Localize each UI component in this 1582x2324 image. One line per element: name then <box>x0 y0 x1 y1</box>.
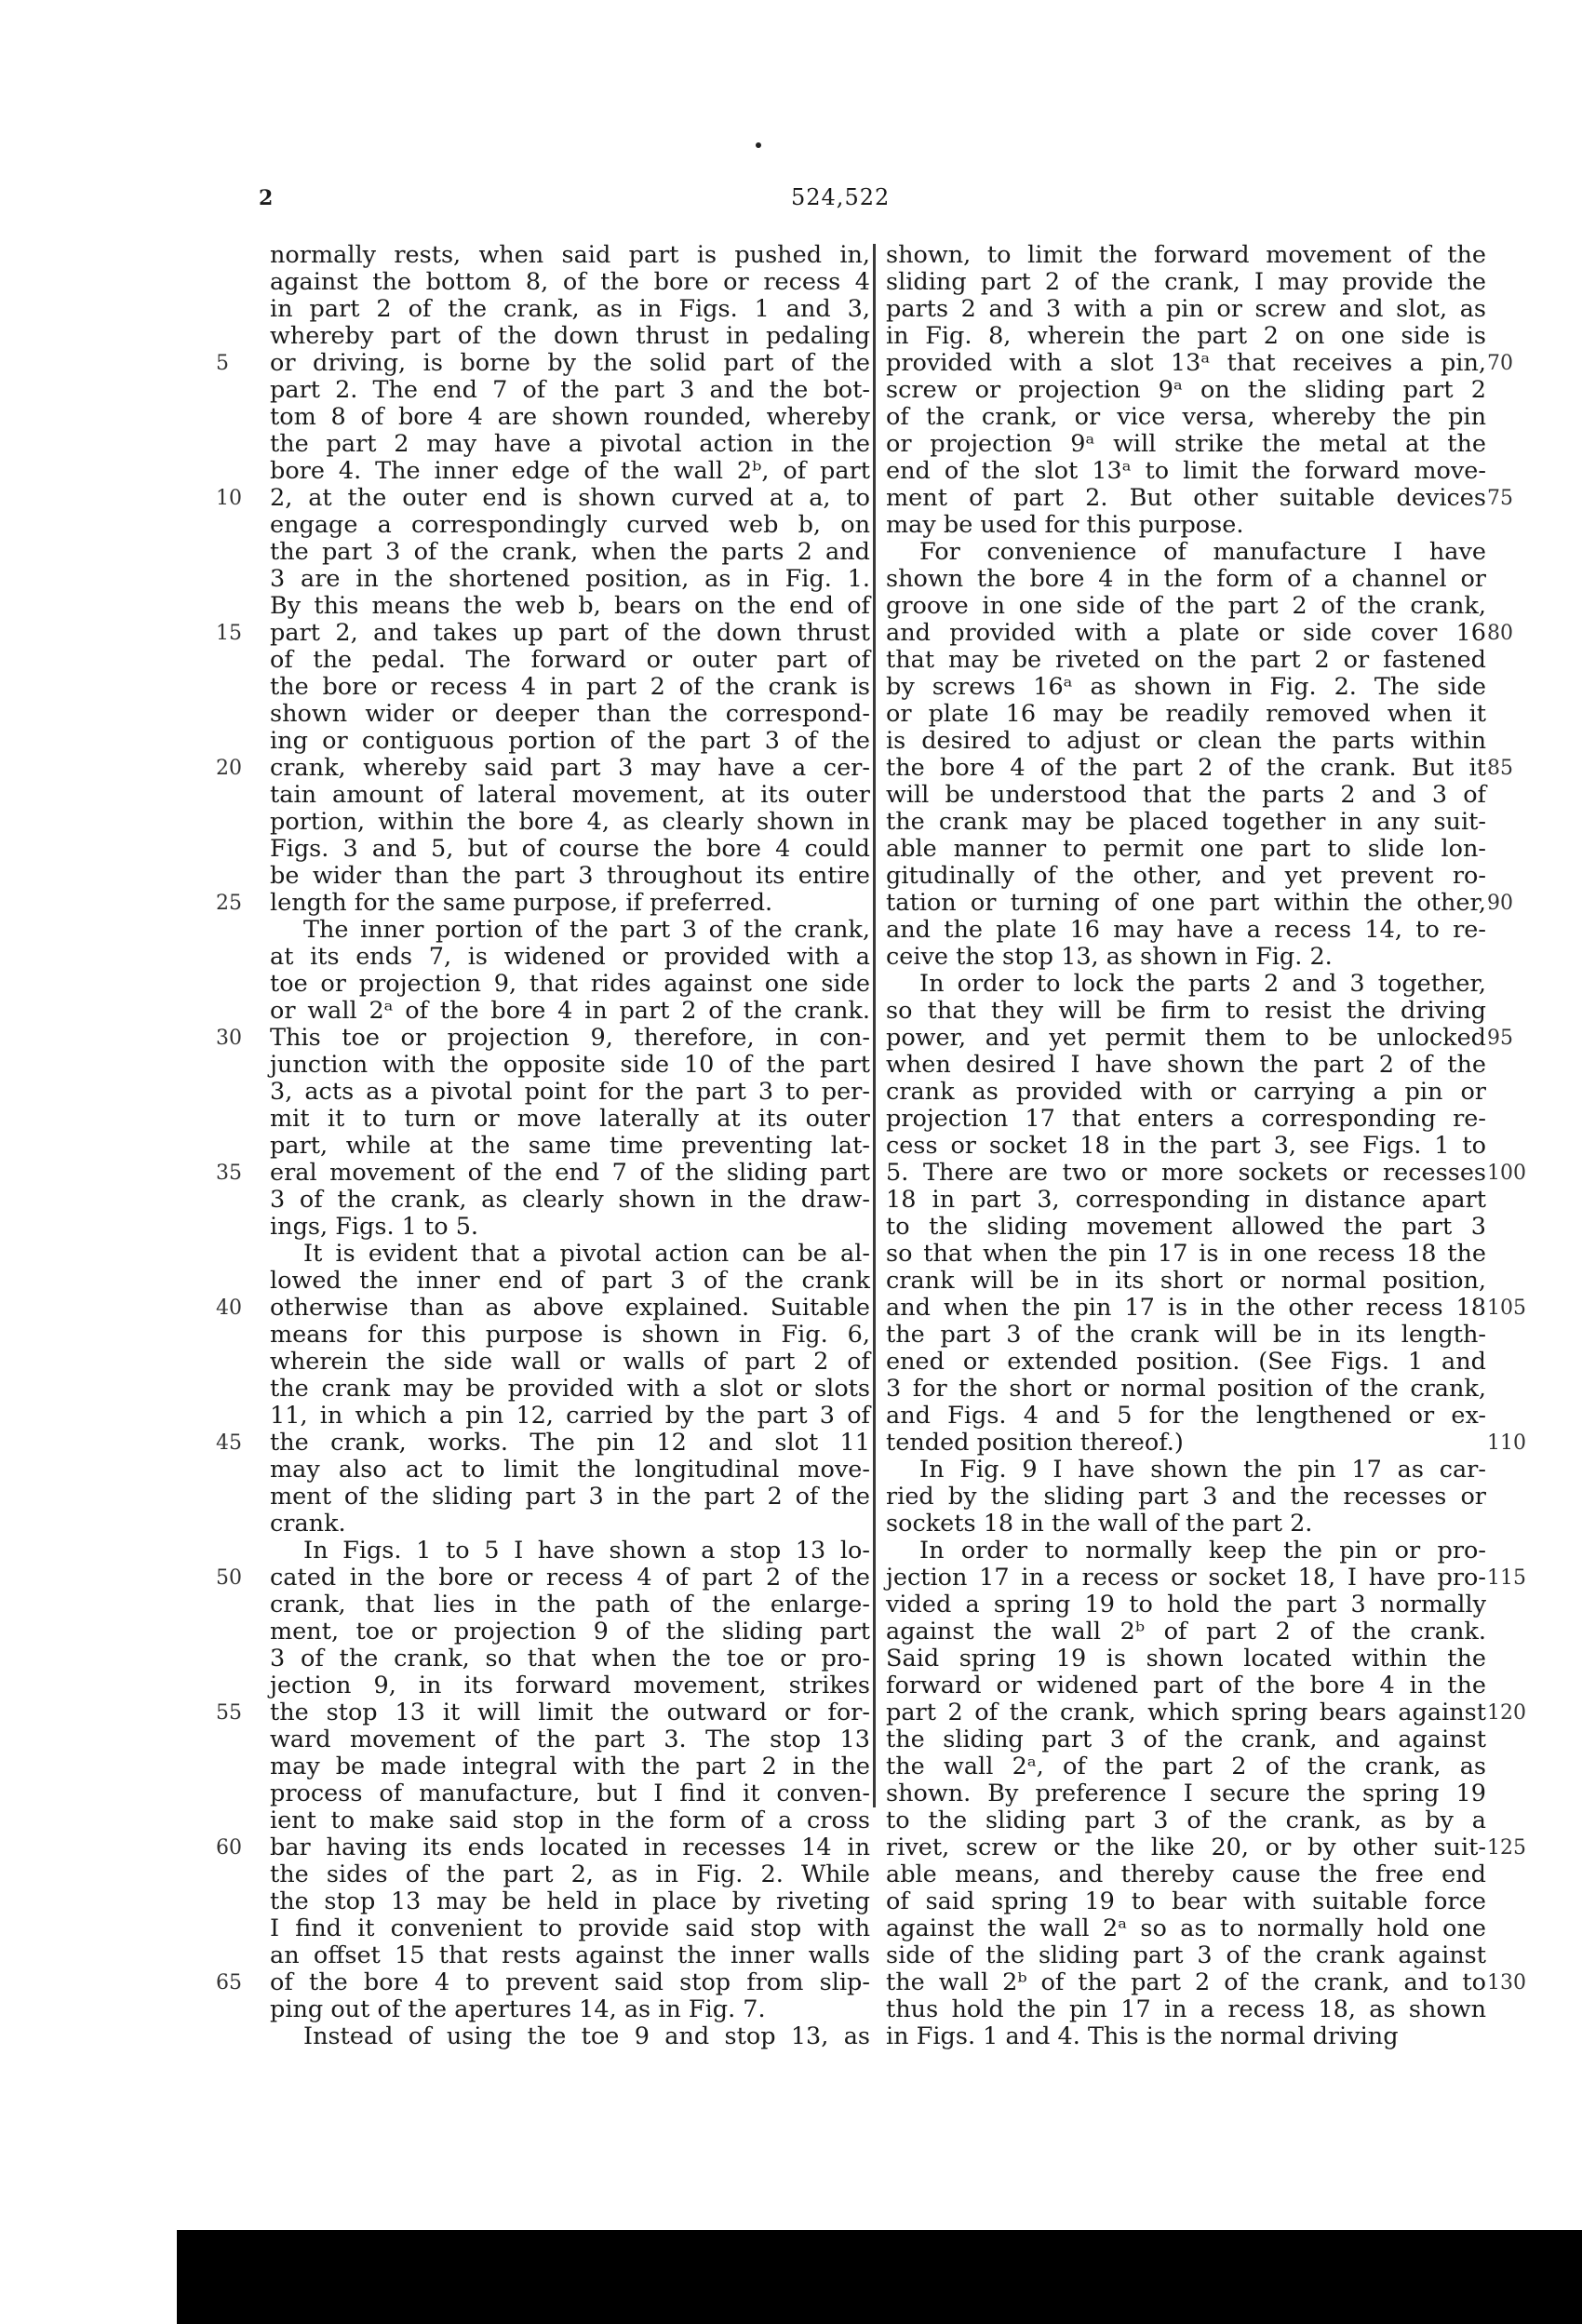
text-line: bar having its ends located in recesses 14 in <box>270 1834 870 1861</box>
text-line: sockets 18 in the wall of the part 2. <box>886 1510 1313 1538</box>
text-line: By this means the web b, bears on the end of <box>270 592 870 620</box>
text-line: in Fig. 8, wherein the part 2 on one side is <box>886 322 1486 350</box>
text-line: the part 2 may have a pivotal action in the <box>270 430 870 458</box>
text-line: It is evident that a pivotal action can be al- <box>303 1240 870 1268</box>
text-line: parts 2 and 3 with a pin or screw and slot, as <box>886 295 1486 323</box>
text-line: The inner portion of the part 3 of the crank, <box>303 916 870 944</box>
text-line: ward movement of the part 3. The stop 13 <box>270 1726 870 1753</box>
text-line: may be made integral with the part 2 in the <box>270 1753 870 1780</box>
text-line: whereby part of the down thrust in pedaling <box>270 322 870 350</box>
text-line: means for this purpose is shown in Fig. 6, <box>270 1321 870 1349</box>
text-line: or plate 16 may be readily removed when it <box>886 700 1486 728</box>
margin-line-number: 95 <box>1487 1027 1513 1050</box>
text-line: the wall 2ᵃ, of the part 2 of the crank, as <box>886 1753 1486 1780</box>
text-line: and Figs. 4 and 5 for the lengthened or ex- <box>886 1402 1486 1430</box>
text-line: 3, acts as a pivotal point for the part 3 to per- <box>270 1078 870 1106</box>
margin-line-number: 85 <box>1487 757 1513 780</box>
text-line: toe or projection 9, that rides against one side <box>270 970 870 998</box>
text-line: ened or extended position. (See Figs. 1 and <box>886 1348 1486 1376</box>
text-line: will be understood that the parts 2 and 3 of <box>886 781 1486 809</box>
text-line: eral movement of the end 7 of the sliding part <box>270 1159 870 1187</box>
text-line: ient to make said stop in the form of a cross <box>270 1807 870 1834</box>
margin-line-number: 100 <box>1487 1162 1526 1185</box>
text-line: jection 9, in its forward movement, strikes <box>270 1672 870 1699</box>
text-line: against the wall 2ᵇ of part 2 of the crank. <box>886 1618 1486 1646</box>
text-line: sliding part 2 of the crank, I may provide the <box>886 268 1486 296</box>
margin-line-number: 120 <box>1487 1701 1526 1725</box>
text-line: shown the bore 4 in the form of a channel or <box>886 565 1486 593</box>
text-line: the crank may be placed together in any suit- <box>886 808 1486 836</box>
text-line: in part 2 of the crank, as in Figs. 1 and 3, <box>270 295 870 323</box>
margin-line-number: 80 <box>1487 622 1513 645</box>
text-line: 3 of the crank, so that when the toe or pro- <box>270 1645 870 1672</box>
text-line: Figs. 3 and 5, but of course the bore 4 could <box>270 835 870 863</box>
text-line: part, while at the same time preventing lat- <box>270 1132 870 1160</box>
patent-number: 524,522 <box>791 184 891 210</box>
text-line: against the wall 2ᵃ so as to normally hold one <box>886 1914 1486 1942</box>
text-line: wherein the side wall or walls of part 2 of <box>270 1348 870 1376</box>
text-line: ment of the sliding part 3 in the part 2 of the <box>270 1483 870 1511</box>
margin-line-number: 60 <box>216 1836 242 1860</box>
text-line: and when the pin 17 is in the other recess 18 <box>886 1294 1486 1322</box>
text-line: In Figs. 1 to 5 I have shown a stop 13 lo- <box>303 1537 870 1565</box>
text-line: the part 3 of the crank will be in its length- <box>886 1321 1486 1349</box>
text-line: the bore or recess 4 in part 2 of the crank is <box>270 673 870 701</box>
text-line: be wider than the part 3 throughout its entire <box>270 862 870 890</box>
ink-speck <box>756 142 761 148</box>
text-line: by screws 16ᵃ as shown in Fig. 2. The side <box>886 673 1486 701</box>
margin-line-number: 110 <box>1487 1431 1526 1455</box>
text-line: thus hold the pin 17 in a recess 18, as shown <box>886 1995 1486 2023</box>
text-line: part 2, and takes up part of the down thrust <box>270 619 870 647</box>
text-line: shown wider or deeper than the correspond- <box>270 700 870 728</box>
margin-line-number: 25 <box>216 892 242 915</box>
text-line: crank. <box>270 1510 346 1538</box>
text-line: tation or turning of one part within the other, <box>886 889 1486 917</box>
text-line: the stop 13 may be held in place by riveting <box>270 1887 870 1915</box>
text-line: to the sliding part 3 of the crank, as by a <box>886 1807 1486 1834</box>
text-line: so that when the pin 17 is in one recess 18 the <box>886 1240 1486 1268</box>
text-line: when desired I have shown the part 2 of the <box>886 1051 1486 1079</box>
text-line: 11, in which a pin 12, carried by the part 3 of <box>270 1402 870 1430</box>
text-line: crank, that lies in the path of the enlarge- <box>270 1591 870 1619</box>
text-line: groove in one side of the part 2 of the crank, <box>886 592 1486 620</box>
text-line: portion, within the bore 4, as clearly shown in <box>270 808 870 836</box>
text-line: cated in the bore or recess 4 of part 2 of the <box>270 1564 870 1592</box>
column-divider <box>873 244 876 1807</box>
text-line: crank, whereby said part 3 may have a cer- <box>270 754 870 782</box>
margin-line-number: 15 <box>216 622 242 645</box>
text-line: the wall 2ᵇ of the part 2 of the crank, and to <box>886 1968 1486 1996</box>
margin-line-number: 45 <box>216 1431 242 1455</box>
text-line: may also act to limit the longitudinal move- <box>270 1456 870 1484</box>
text-line: ings, Figs. 1 to 5. <box>270 1213 479 1241</box>
text-line: length for the same purpose, if preferred. <box>270 889 773 917</box>
text-line: able means, and thereby cause the free end <box>886 1861 1486 1888</box>
text-line: side of the sliding part 3 of the crank against <box>886 1941 1486 1969</box>
margin-line-number: 55 <box>216 1701 242 1725</box>
text-line: may be used for this purpose. <box>886 511 1244 539</box>
margin-line-number: 35 <box>216 1162 242 1185</box>
text-line: 3 of the crank, as clearly shown in the draw- <box>270 1186 870 1214</box>
text-line: tain amount of lateral movement, at its outer <box>270 781 870 809</box>
text-line: rivet, screw or the like 20, or by other suit- <box>886 1834 1486 1861</box>
margin-line-number: 65 <box>216 1971 242 1995</box>
text-line: In order to lock the parts 2 and 3 together, <box>919 970 1486 998</box>
text-line: provided with a slot 13ᵃ that receives a pin, <box>886 349 1486 377</box>
text-line: 3 are in the shortened position, as in Fig. 1. <box>270 565 870 593</box>
text-line: cess or socket 18 in the part 3, see Figs. 1 to <box>886 1132 1486 1160</box>
text-line: In Fig. 9 I have shown the pin 17 as car- <box>919 1456 1486 1484</box>
text-line: Said spring 19 is shown located within the <box>886 1645 1486 1672</box>
text-line: crank as provided with or carrying a pin or <box>886 1078 1486 1106</box>
text-line: part 2 of the crank, which spring bears against <box>886 1699 1486 1726</box>
text-line: of the crank, or vice versa, whereby the pin <box>886 403 1486 431</box>
margin-line-number: 30 <box>216 1027 242 1050</box>
text-line: shown. By preference I secure the spring 19 <box>886 1780 1486 1807</box>
text-line: bore 4. The inner edge of the wall 2ᵇ, of part <box>270 457 870 485</box>
text-line: 5. There are two or more sockets or recesses <box>886 1159 1486 1187</box>
text-line: at its ends 7, is widened or provided with a <box>270 943 870 971</box>
text-line: process of manufacture, but I find it conven- <box>270 1780 870 1807</box>
text-line: part 2. The end 7 of the part 3 and the bot- <box>270 376 870 404</box>
text-line: shown, to limit the forward movement of the <box>886 241 1486 269</box>
margin-line-number: 50 <box>216 1566 242 1590</box>
text-line: or driving, is borne by the solid part of the <box>270 349 870 377</box>
text-line: or wall 2ᵃ of the bore 4 in part 2 of the crank. <box>270 997 870 1025</box>
text-line: and the plate 16 may have a recess 14, to re- <box>886 916 1486 944</box>
text-line: mit it to turn or move laterally at its outer <box>270 1105 870 1133</box>
margin-line-number: 75 <box>1487 487 1513 510</box>
margin-line-number: 40 <box>216 1296 242 1320</box>
text-line: so that they will be firm to resist the driving <box>886 997 1486 1025</box>
text-line: is desired to adjust or clean the parts within <box>886 727 1486 755</box>
text-line: 3 for the short or normal position of the crank, <box>886 1375 1486 1403</box>
text-line: 18 in part 3, corresponding in distance apart <box>886 1186 1486 1214</box>
text-line: ceive the stop 13, as shown in Fig. 2. <box>886 943 1333 971</box>
text-line: tom 8 of bore 4 are shown rounded, whereby <box>270 403 870 431</box>
text-line: the part 3 of the crank, when the parts 2 and <box>270 538 870 566</box>
text-line: gitudinally of the other, and yet prevent ro- <box>886 862 1486 890</box>
text-line: and provided with a plate or side cover 16 <box>886 619 1486 647</box>
text-line: end of the slot 13ᵃ to limit the forward move- <box>886 457 1486 485</box>
text-line: ment of part 2. But other suitable devices <box>886 484 1486 512</box>
text-line: ing or contiguous portion of the part 3 of the <box>270 727 870 755</box>
text-line: of the bore 4 to prevent said stop from slip- <box>270 1968 870 1996</box>
text-line: tended position thereof.) <box>886 1429 1184 1457</box>
text-line: the crank may be provided with a slot or slots <box>270 1375 870 1403</box>
margin-line-number: 115 <box>1487 1566 1526 1590</box>
margin-line-number: 90 <box>1487 892 1513 915</box>
text-line: engage a correspondingly curved web b, on <box>270 511 870 539</box>
page-number: 2 <box>259 186 274 210</box>
text-line: the bore 4 of the part 2 of the crank. But it <box>886 754 1486 782</box>
text-line: an offset 15 that rests against the inner walls <box>270 1941 870 1969</box>
text-line: of said spring 19 to bear with suitable force <box>886 1887 1486 1915</box>
text-line: crank will be in its short or normal position, <box>886 1267 1486 1295</box>
text-line: the sides of the part 2, as in Fig. 2. While <box>270 1861 870 1888</box>
text-line: 2, at the outer end is shown curved at a, to <box>270 484 870 512</box>
text-line: screw or projection 9ᵃ on the sliding part 2 <box>886 376 1486 404</box>
margin-line-number: 130 <box>1487 1971 1526 1995</box>
text-line: against the bottom 8, of the bore or recess 4 <box>270 268 870 296</box>
text-line: lowed the inner end of part 3 of the crank <box>270 1267 870 1295</box>
margin-line-number: 20 <box>216 757 242 780</box>
text-line: This toe or projection 9, therefore, in con- <box>270 1024 870 1052</box>
text-line: Instead of using the toe 9 and stop 13, as <box>303 2022 870 2050</box>
text-line: able manner to permit one part to slide lon- <box>886 835 1486 863</box>
scan-footer-bar <box>177 2230 1582 2324</box>
text-line: In order to normally keep the pin or pro- <box>919 1537 1486 1565</box>
text-line: in Figs. 1 and 4. This is the normal driving <box>886 2022 1399 2050</box>
text-line: ping out of the apertures 14, as in Fig. 7. <box>270 1995 766 2023</box>
text-line: otherwise than as above explained. Suitable <box>270 1294 870 1322</box>
text-line: junction with the opposite side 10 of the part <box>270 1051 870 1079</box>
margin-line-number: 125 <box>1487 1836 1526 1860</box>
text-line: jection 17 in a recess or socket 18, I have pro- <box>886 1564 1486 1592</box>
text-line: projection 17 that enters a corresponding re- <box>886 1105 1486 1133</box>
text-line: of the pedal. The forward or outer part of <box>270 646 870 674</box>
left-column <box>270 242 870 2050</box>
margin-line-number: 70 <box>1487 352 1513 375</box>
text-line: forward or widened part of the bore 4 in the <box>886 1672 1486 1699</box>
margin-line-number: 10 <box>216 487 242 510</box>
text-line: the crank, works. The pin 12 and slot 11 <box>270 1429 870 1457</box>
text-line: that may be riveted on the part 2 or fastened <box>886 646 1486 674</box>
margin-line-number: 105 <box>1487 1296 1526 1320</box>
text-line: For convenience of manufacture I have <box>919 538 1486 566</box>
text-line: power, and yet permit them to be unlocked <box>886 1024 1486 1052</box>
text-line: I find it convenient to provide said stop with <box>270 1914 870 1942</box>
margin-line-number: 5 <box>216 352 229 375</box>
text-line: ried by the sliding part 3 and the recesses or <box>886 1483 1486 1511</box>
text-line: the stop 13 it will limit the outward or for- <box>270 1699 870 1726</box>
text-line: the sliding part 3 of the crank, and against <box>886 1726 1486 1753</box>
right-column <box>886 242 1486 2050</box>
text-line: normally rests, when said part is pushed in, <box>270 241 870 269</box>
text-line: vided a spring 19 to hold the part 3 normally <box>886 1591 1486 1619</box>
text-line: or projection 9ᵃ will strike the metal at the <box>886 430 1486 458</box>
text-line: to the sliding movement allowed the part 3 <box>886 1213 1486 1241</box>
text-line: ment, toe or projection 9 of the sliding part <box>270 1618 870 1646</box>
